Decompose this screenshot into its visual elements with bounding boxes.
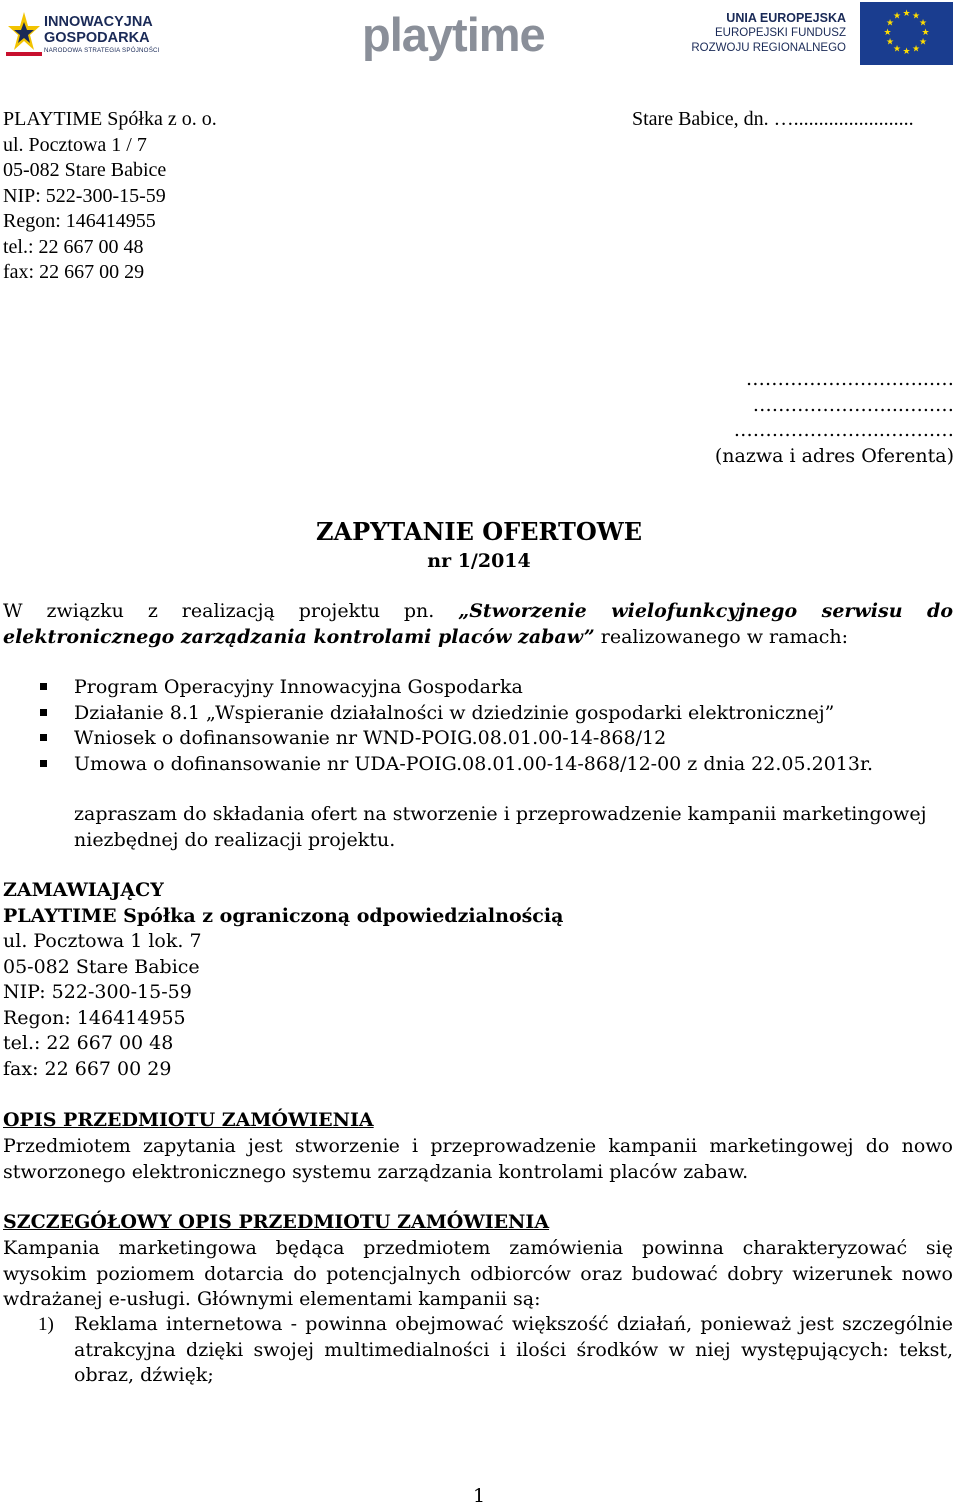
svg-text:★: ★ <box>921 28 930 38</box>
intro-paragraph <box>3 599 953 650</box>
program-list <box>40 675 873 777</box>
document-number: nr 1/2014 <box>427 550 531 572</box>
sender-line: fax: 22 667 00 29 <box>3 261 145 283</box>
zamawiajacy-line: ul. Pocztowa 1 lok. 7 <box>3 930 202 952</box>
project-name: „Stworzenie wielofunkcyjnego serwisu do elektronicznego zarządzania kontrolami placów zabaw” <box>3 600 953 648</box>
zamawiajacy-name: PLAYTIME Spółka z ograniczoną odpowiedzialnością <box>3 904 564 927</box>
eu-logo-line2: EUROPEJSKI FUNDUSZ <box>715 27 846 39</box>
szczegolowy-heading: SZCZEGÓŁOWY OPIS PRZEDMIOTU ZAMÓWIENIA <box>3 1211 550 1233</box>
list-item-text: Reklama internetowa - powinna obejmować większość działań, ponieważ jest szczególnie atrakcyjna dzięki swojej multimedialności i ilości środków w niej występujących: tekst, obraz, dźwięk; <box>74 1313 953 1386</box>
page-number: 1 <box>472 1485 486 1507</box>
zamawiajacy-line: 05-082 Stare Babice <box>3 955 200 978</box>
svg-text:★: ★ <box>885 37 895 48</box>
date-line: Stare Babice, dn. …........................ <box>632 108 914 130</box>
sender-address <box>3 107 217 286</box>
svg-text:★: ★ <box>885 18 895 29</box>
eu-logo-text <box>691 10 846 56</box>
svg-text:★: ★ <box>911 11 921 22</box>
svg-text:★: ★ <box>892 11 902 22</box>
list-item-number: 1) <box>38 1314 54 1335</box>
sender-line: ul. Pocztowa 1 / 7 <box>3 133 147 156</box>
zamawiajacy-line: tel.: 22 667 00 48 <box>3 1032 174 1054</box>
offerent-dots: ………………………...… <box>745 368 954 390</box>
intro-text: W związku z realizacją projektu pn. <box>3 600 459 622</box>
sender-line: PLAYTIME Spółka z o. o. <box>3 108 217 130</box>
ig-star-icon <box>6 8 42 60</box>
ig-logo-sub: NARODOWA STRATEGIA SPÓJNOŚCI <box>44 47 160 54</box>
zamawiajacy-line: Regon: 146414955 <box>3 1006 186 1029</box>
offerent-block <box>715 367 954 469</box>
offerent-dots: …………………...…..… <box>752 393 954 416</box>
eu-logo-line1: UNIA EUROPEJSKA <box>726 11 846 25</box>
svg-text:★: ★ <box>918 37 928 48</box>
svg-text:★: ★ <box>902 9 911 19</box>
zamawiajacy-line: fax: 22 667 00 29 <box>3 1057 172 1080</box>
zamawiajacy-line: NIP: 522-300-15-59 <box>3 981 192 1003</box>
offerent-dots: …………………...……..… <box>733 419 954 441</box>
sender-line: 05-082 Stare Babice <box>3 159 167 181</box>
ig-logo-text <box>44 14 153 46</box>
svg-text:★: ★ <box>911 44 921 55</box>
document-title: ZAPYTANIE OFERTOWE <box>315 517 643 546</box>
svg-text:★: ★ <box>892 44 902 55</box>
sender-line: Regon: 146414955 <box>3 210 156 232</box>
list-item: Działanie 8.1 „Wspieranie działalności w dziedzinie gospodarki elektronicznej” <box>40 701 873 727</box>
opis-heading: OPIS PRZEDMIOTU ZAMÓWIENIA <box>3 1109 374 1131</box>
zamawiajacy-block <box>3 878 563 1082</box>
svg-text:★: ★ <box>883 28 892 38</box>
list-item: Umowa o dofinansowanie nr UDA-POIG.08.01.00-14-868/12-00 z dnia 22.05.2013r. <box>40 752 873 778</box>
zamawiajacy-heading: ZAMAWIAJĄCY <box>3 879 164 901</box>
szczegolowy-paragraph: Kampania marketingowa będąca przedmiotem zamówienia powinna charakteryzować się wysokim poziomem dotarcia do potencjalnych odbiorców oraz budować dobry wizerunek nowo wdrażanej e-usługi. Głównymi elementami kampanii są: <box>3 1237 953 1310</box>
svg-text:★: ★ <box>918 18 928 29</box>
sender-line: NIP: 522-300-15-59 <box>3 184 166 207</box>
ig-logo-line1: INNOWACYJNA <box>44 14 153 30</box>
svg-text:★: ★ <box>902 47 911 57</box>
opis-paragraph: Przedmiotem zapytania jest stworzenie i przeprowadzenie kampanii marketingowej do nowo stworzonego elektronicznego systemu zarządzania kontrolami placów zabaw. <box>3 1135 953 1183</box>
playtime-logo: playtime <box>362 8 545 61</box>
eu-logo-line3: ROZWOJU REGIONALNEGO <box>691 42 846 54</box>
intro-text-end: realizowanego w ramach: <box>594 625 849 648</box>
list-item: Program Operacyjny Innowacyjna Gospodarka <box>40 675 873 701</box>
list-item: Wniosek o dofinansowanie nr WND-POIG.08.01.00-14-868/12 <box>40 726 873 752</box>
eu-flag-icon <box>860 2 953 65</box>
invite-paragraph: zapraszam do składania ofert na stworzenie i przeprowadzenie kampanii marketingowej niezbędnej do realizacji projektu. <box>74 803 927 851</box>
ig-logo-line2: GOSPODARKA <box>44 30 150 46</box>
offerent-label: (nazwa i adres Oferenta) <box>714 444 954 467</box>
sender-line: tel.: 22 667 00 48 <box>3 235 144 258</box>
